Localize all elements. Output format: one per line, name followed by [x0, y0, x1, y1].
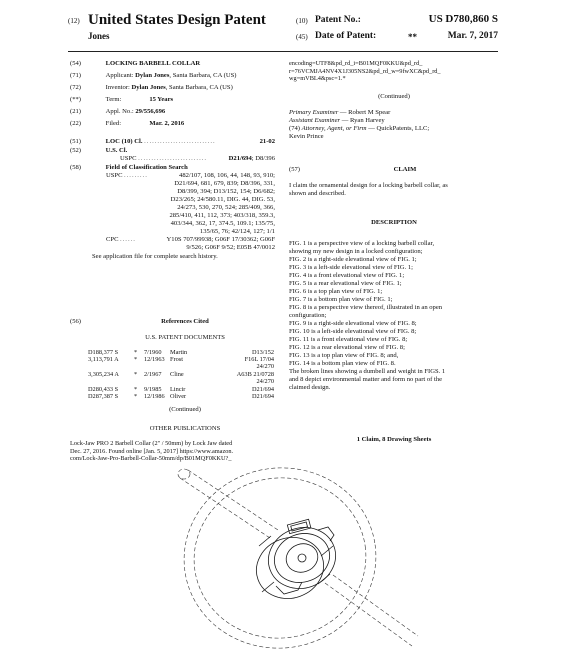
url-line: wg=mVBL4&psc=1.* [289, 75, 346, 83]
description-line: FIG. 9 is a right-side elevational view of FIG. 8; [289, 320, 417, 327]
ref-name: Frost [170, 356, 183, 363]
biblio-label: Inventor: [105, 84, 130, 91]
cpc-block: CPC ...... Y10S 707/99938; G06F 17/30362; G06F 9/526; G06F 9/52; E05B 47/0012 [106, 236, 275, 251]
assistant-examiner-row [289, 117, 499, 125]
field-uspc-line: D8/399, 394; D13/152, 154; D6/682; [177, 188, 275, 195]
attorney-code: (74) [289, 125, 300, 132]
biblio-code: (72) [70, 84, 81, 91]
ref-number: D188,377 S [88, 349, 119, 356]
description-line: FIG. 2 is a right-side elevational view of FIG. 1; [289, 256, 417, 263]
attorney-row [289, 125, 499, 133]
date-marks: ** [408, 32, 417, 42]
biblio-code: (54) [70, 60, 81, 67]
biblio-label: Appl. No.: [105, 108, 134, 115]
patent-number: US D780,860 S [428, 13, 498, 25]
biblio-filed-row [70, 120, 280, 132]
references-heading: References Cited [161, 318, 209, 325]
references-continued: (Continued) [169, 406, 201, 413]
field-label: Field of Classification Search [105, 164, 188, 171]
patent-header [68, 12, 498, 48]
biblio-label: Term: [105, 96, 122, 103]
loc-code: (51) [70, 138, 81, 145]
inventor-name: Dylan Jones [131, 84, 166, 91]
ref-star: * [134, 393, 138, 400]
ref-star: * [134, 349, 138, 356]
attorney: — QuickPatents, LLC; [366, 125, 430, 132]
code-45: (45) [296, 33, 308, 41]
biblio-title-row [70, 60, 280, 72]
claims-summary: 1 Claim, 8 Drawing Sheets [356, 436, 432, 443]
term-value: 15 Years [149, 96, 174, 103]
patent-no-label: Patent No.: [315, 15, 361, 25]
applicant-location: , Santa Barbara, CA (US) [169, 72, 237, 79]
code-10: (10) [296, 17, 308, 25]
description-line: FIG. 3 is a left-side elevational view of FIG. 1; [289, 264, 413, 271]
ref-star: * [134, 386, 138, 393]
attorney-label: Attorney, Agent, or Firm [301, 125, 367, 132]
ref-class: D21/694 [251, 386, 274, 393]
ref-name: Martin [170, 349, 188, 356]
ref-number: D287,387 S [88, 393, 119, 400]
other-publications-heading: OTHER PUBLICATIONS [149, 425, 221, 432]
references-code: (56) [70, 318, 81, 325]
description-line: FIG. 11 is a front elevational view of FIG. 8; [289, 336, 408, 343]
description-text [289, 240, 501, 392]
cpc-line: Y10S 707/99938; G06F 17/30362; G06F [166, 236, 275, 243]
field-uspc: USPC ......... 482/107, 108, 106, 44, 148, 93, 910; D21/694, 681, 679, 839; D8/396, 331, D8/399, 394; D13/152, 154; D6/682; D23/265; 24/580.11, DIG. 44, DIG. 53, 24/273, 530, 270, 524; 285/409, 366, 285/410, 411, 112, 373; 403/318, 359.3, 403/344, 362, 17, 374.5, 109.1; 135/75, 135/65, 76; 42/124, 127; 1/1 [106, 172, 275, 235]
description-heading: DESCRIPTION [371, 219, 417, 226]
attorney-second-line: Kevin Prince [289, 133, 324, 140]
field-uspc-values [125, 172, 275, 236]
field-uspc-line: D23/265; 24/580.11, DIG. 44, DIG. 53, [170, 196, 275, 203]
cpc-label: CPC [106, 236, 119, 243]
claim-heading: CLAIM [393, 166, 417, 173]
us-patent-docs-heading: U.S. PATENT DOCUMENTS [145, 334, 225, 341]
classification-block [70, 138, 275, 261]
ref-class: D13/152 [251, 349, 274, 356]
field-uspc-line: 24/273, 530, 270, 524; 285/409, 366, [177, 204, 275, 211]
publication-line: Lock-Jaw PRO 2 Barbell Collar (2" / 50mm) by Lock Jaw dated [70, 440, 233, 447]
document-title: United States Design Patent [88, 12, 266, 28]
claim-text [289, 182, 499, 198]
ref-star: * [134, 371, 138, 378]
barbell-collar-drawing [150, 458, 420, 658]
cpc-values [125, 236, 275, 252]
biblio-block [70, 60, 280, 132]
ref-date: 7/1960 [144, 349, 162, 356]
publication-line: Dec. 27, 2016. Found online [Jan. 5, 2017] https://www.amazon. [70, 447, 234, 455]
us-cl-row [70, 147, 275, 155]
biblio-term-row [70, 96, 280, 108]
design-title: LOCKING BARBELL COLLAR [105, 60, 201, 67]
loc-label: LOC (10) Cl. [105, 138, 143, 145]
us-label: U.S. Cl. [105, 147, 128, 154]
claim-code: (57) [289, 166, 300, 173]
uspc-value: D21/694 [228, 155, 252, 162]
appl-number: 29/556,696 [135, 108, 166, 115]
description-line: FIG. 8 is a perspective view thereof, illustrated in an open [289, 304, 443, 311]
ref-number: 3,113,791 A [88, 356, 119, 363]
ref-name: Cline [170, 371, 184, 378]
url-continued: (Continued) [378, 93, 410, 100]
biblio-code: (21) [70, 108, 81, 115]
ref-number: 3,305,234 A [88, 371, 119, 378]
patent-date: Mar. 7, 2017 [447, 31, 498, 41]
ref-name: Lincir [170, 386, 186, 393]
ref-class: 24/270 [256, 378, 274, 385]
description-line: FIG. 13 is a top plan view of FIG. 8; and, [289, 352, 399, 359]
biblio-label: Applicant: [105, 72, 134, 79]
ref-date: 9/1985 [144, 386, 162, 393]
inventor-surname: Jones [88, 31, 110, 41]
description-line: FIG. 10 is a left-side elevational view of FIG. 8; [289, 328, 417, 335]
field-uspc-line: 135/65, 76; 42/124, 127; 1/1 [199, 228, 275, 235]
description-line: FIG. 1 is a perspective view of a locking barbell collar, [289, 240, 435, 247]
loc-value: 21-02 [259, 138, 275, 145]
biblio-appl-row [70, 108, 280, 120]
weight-plate-broken-lines [172, 458, 418, 658]
cpc-line: 9/526; G06F 9/52; E05B 47/0012 [186, 244, 275, 251]
description-line: claimed design. [289, 384, 331, 391]
ref-name: Oliver [170, 393, 187, 400]
uspc-value-secondary: ; D8/396 [251, 155, 275, 162]
description-line: FIG. 6 is a top plan view of FIG. 1; [289, 288, 383, 295]
biblio-code: (**) [70, 96, 81, 103]
description-line: showing my new design in a locked configuration; [289, 248, 423, 255]
uspc-row: USPC .......................... D21/694; D8/396 [120, 155, 275, 162]
description-line: configuration; [289, 312, 327, 319]
claim-line: I claim the ornamental design for a locking barbell collar, as [289, 182, 448, 189]
url-continuation [289, 60, 499, 83]
search-history-note: See application file for complete search history. [92, 253, 218, 260]
ref-date: 12/1986 [144, 393, 165, 400]
examiners-block [289, 109, 499, 141]
ref-date: 12/1963 [144, 356, 165, 363]
code-12: (12) [68, 17, 80, 25]
biblio-code: (71) [70, 72, 81, 79]
ref-class: F16L 17/04 [244, 356, 274, 363]
claim-line: shown and described. [289, 190, 346, 197]
url-line: encoding=UTF8&pd_rd_i=B01MQF0KKU&pd_rd_ [289, 60, 423, 67]
ref-class: A63B 21/0728 [236, 371, 274, 378]
publication-line: com/Lock-Jaw-Pro-Barbell-Collar-50mm/dp/B01MQF0KKU?_ [70, 455, 232, 463]
table-row [88, 378, 274, 386]
assistant-examiner: — Ryan Harvey [340, 117, 385, 124]
uspc-label: USPC [120, 155, 137, 162]
description-line: FIG. 4 is a front elevational view of FIG. 1; [289, 272, 405, 279]
description-line: and 8 depict environmental matter and form no part of the [289, 376, 443, 383]
biblio-code: (22) [70, 120, 81, 127]
primary-examiner: — Robert M Spear [338, 109, 391, 116]
description-line: The broken lines showing a dumbell and weight in FIGS. 1 [289, 368, 446, 375]
field-code: (58) [70, 164, 81, 171]
description-line: FIG. 5 is a rear elevational view of FIG. 1; [289, 280, 402, 287]
loc-row: (51) LOC (10) Cl. ........................... 21-02 [70, 138, 275, 145]
collar-solid-lines [248, 518, 344, 608]
description-line: FIG. 14 is a bottom plan view of FIG. 8. [289, 360, 396, 367]
filed-date: Mar. 2, 2016 [149, 120, 185, 127]
date-label: Date of Patent: [315, 31, 377, 41]
table-row [88, 393, 274, 401]
description-line: FIG. 12 is a rear elevational view of FIG. 8; [289, 344, 405, 351]
ref-date: 2/1967 [144, 371, 162, 378]
ref-number: D280,433 S [88, 386, 119, 393]
ref-class: D21/694 [251, 393, 274, 400]
ref-star: * [134, 356, 138, 363]
applicant-name: Dylan Jones [135, 72, 170, 79]
field-uspc-line: 403/344, 362, 17, 374.5, 109.1; 135/75, [170, 220, 275, 227]
url-line: r=76VCMJA4NV4X1J305NS2&pd_rd_w=9fwXC&pd_rd_ [289, 67, 441, 75]
assistant-examiner-label: Assistant Examiner [289, 117, 341, 124]
primary-examiner-label: Primary Examiner [289, 109, 339, 116]
table-row [88, 363, 274, 371]
biblio-label: Filed: [105, 120, 122, 127]
field-uspc-line: 482/107, 108, 106, 44, 148, 93, 910; [179, 172, 275, 179]
inventor-location: , Santa Barbara, CA (US) [165, 84, 233, 91]
ref-class: 24/270 [256, 363, 274, 370]
field-uspc-line: 285/410, 411, 112, 373; 403/318, 359.3, [169, 212, 275, 219]
field-uspc-line: D21/694, 681, 679, 839; D8/396, 331, [174, 180, 275, 187]
field-row [70, 164, 275, 172]
header-divider [68, 51, 498, 52]
description-line: FIG. 7 is a bottom plan view of FIG. 1; [289, 296, 393, 303]
field-uspc-label: USPC [106, 172, 123, 179]
biblio-applicant-row [70, 72, 280, 84]
us-code: (52) [70, 147, 81, 154]
primary-examiner-row [289, 109, 499, 117]
biblio-inventor-row [70, 84, 280, 96]
